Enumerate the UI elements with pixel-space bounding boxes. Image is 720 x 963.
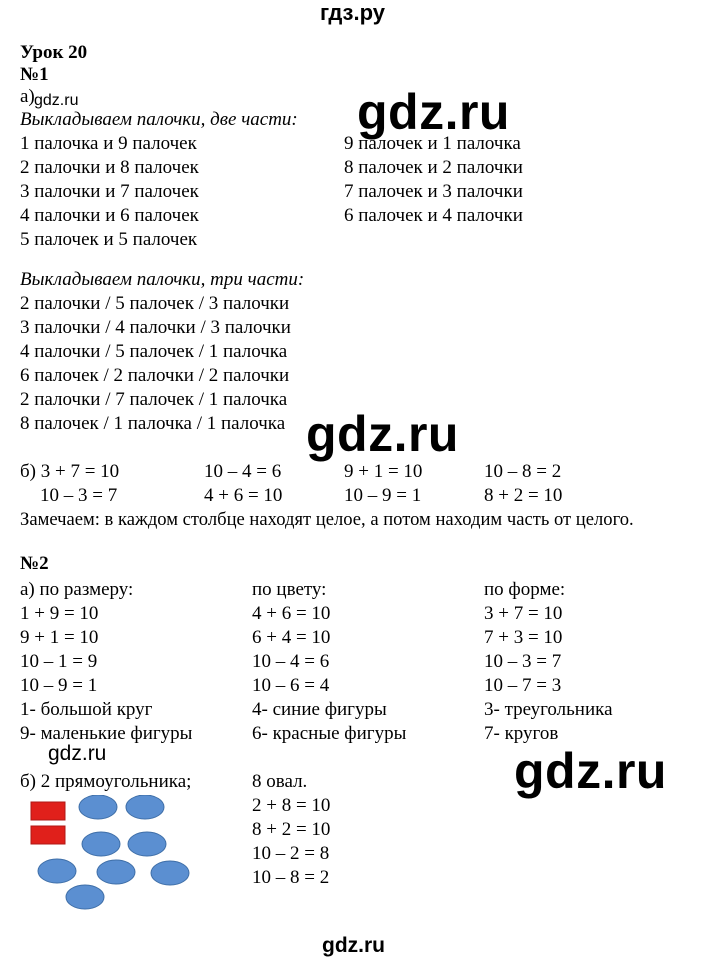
- task2-b-right-2: 2 + 8 = 10: [252, 795, 331, 816]
- task2-number: №2: [20, 553, 49, 574]
- blue-oval-7: [151, 861, 189, 885]
- two-parts-right-1: 9 палочек и 1 палочка: [344, 133, 521, 154]
- three-parts-heading: Выкладываем палочки, три части:: [20, 269, 305, 290]
- task2-col2-1: по цвету:: [252, 579, 327, 600]
- blue-oval-4: [128, 832, 166, 856]
- blue-oval-3: [82, 832, 120, 856]
- task2-col2-6: 4- синие фигуры: [252, 699, 387, 720]
- blue-oval-6: [97, 860, 135, 884]
- watermark-big-3: gdz.ru: [514, 743, 667, 799]
- task2-col2-4: 10 – 4 = 6: [252, 651, 330, 672]
- two-parts-left-1: 1 палочка и 9 палочек: [20, 133, 197, 154]
- task2-col1-1: а) по размеру:: [20, 579, 134, 600]
- task1-b-r1-c3: 9 + 1 = 10: [344, 461, 423, 482]
- task1-number: №1: [20, 64, 49, 85]
- task1-note: Замечаем: в каждом столбце находят целое, а потом находим часть от целого.: [20, 509, 634, 530]
- task1-b-r2-c2: 4 + 6 = 10: [204, 485, 283, 506]
- task2-b-label: б) 2 прямоугольника;: [20, 771, 192, 792]
- three-parts-1: 2 палочки / 5 палочек / 3 палочки: [20, 293, 290, 314]
- task2-col3-3: 7 + 3 = 10: [484, 627, 563, 648]
- two-parts-left-2: 2 палочки и 8 палочек: [20, 157, 199, 178]
- watermark-small: gdz.ru: [34, 92, 79, 109]
- task2-col1-2: 1 + 9 = 10: [20, 603, 99, 624]
- task2-b-right-5: 10 – 8 = 2: [252, 867, 330, 888]
- two-parts-right-3: 7 палочек и 3 палочки: [344, 181, 523, 202]
- task1-b-r1-c2: 10 – 4 = 6: [204, 461, 282, 482]
- task2-col2-7: 6- красные фигуры: [252, 723, 407, 744]
- site-footer: gdz.ru: [322, 934, 385, 957]
- task2-col1-4: 10 – 1 = 9: [20, 651, 98, 672]
- task2-b-right-3: 8 + 2 = 10: [252, 819, 331, 840]
- three-parts-4: 6 палочек / 2 палочки / 2 палочки: [20, 365, 290, 386]
- task2-col2-5: 10 – 6 = 4: [252, 675, 330, 696]
- lesson-title: Урок 20: [20, 42, 88, 63]
- red-rectangle-1: [31, 802, 65, 820]
- two-parts-left-3: 3 палочки и 7 палочек: [20, 181, 199, 202]
- two-parts-right-2: 8 палочек и 2 палочки: [344, 157, 523, 178]
- task2-col3-4: 10 – 3 = 7: [484, 651, 562, 672]
- blue-oval-5: [38, 859, 76, 883]
- three-parts-5: 2 палочки / 7 палочек / 1 палочка: [20, 389, 288, 410]
- task2-col1-3: 9 + 1 = 10: [20, 627, 99, 648]
- site-header: гдз.ру: [320, 0, 385, 25]
- three-parts-6: 8 палочек / 1 палочка / 1 палочка: [20, 413, 286, 434]
- task2-col2-2: 4 + 6 = 10: [252, 603, 331, 624]
- task2-col1-7: 9- маленькие фигуры: [20, 723, 193, 744]
- blue-oval-8: [66, 885, 104, 909]
- task2-b-right-1: 8 овал.: [252, 771, 308, 792]
- task2-col1-5: 10 – 9 = 1: [20, 675, 98, 696]
- task1-a-label: а): [20, 86, 35, 107]
- task2-col3-5: 10 – 7 = 3: [484, 675, 562, 696]
- blue-oval-1: [79, 795, 117, 819]
- red-rectangle-2: [31, 826, 65, 844]
- two-parts-left-4: 4 палочки и 6 палочек: [20, 205, 199, 226]
- task1-b-r2-c1: 10 – 3 = 7: [40, 485, 118, 506]
- three-parts-2: 3 палочки / 4 палочки / 3 палочки: [20, 317, 291, 338]
- shapes-figure: [26, 795, 201, 915]
- watermark-big-1: gdz.ru: [357, 84, 510, 140]
- task2-col3-6: 3- треугольника: [484, 699, 613, 720]
- task2-col3-7: 7- кругов: [484, 723, 559, 744]
- task2-b-right-4: 10 – 2 = 8: [252, 843, 330, 864]
- task1-b-r1-c1: б) 3 + 7 = 10: [20, 461, 120, 482]
- watermark-big-2: gdz.ru: [306, 406, 459, 462]
- task2-col3-2: 3 + 7 = 10: [484, 603, 563, 624]
- two-parts-heading: Выкладываем палочки, две части:: [20, 109, 298, 130]
- task1-b-r2-c4: 8 + 2 = 10: [484, 485, 563, 506]
- task2-col1-6: 1- большой круг: [20, 699, 153, 720]
- three-parts-3: 4 палочки / 5 палочек / 1 палочка: [20, 341, 288, 362]
- two-parts-right-4: 6 палочек и 4 палочки: [344, 205, 523, 226]
- blue-oval-2: [126, 795, 164, 819]
- task1-b-r1-c4: 10 – 8 = 2: [484, 461, 562, 482]
- task2-col3-1: по форме:: [484, 579, 566, 600]
- two-parts-left-5: 5 палочек и 5 палочек: [20, 229, 198, 250]
- watermark-mid: gdz.ru: [48, 742, 107, 765]
- task2-col2-3: 6 + 4 = 10: [252, 627, 331, 648]
- task1-b-r2-c3: 10 – 9 = 1: [344, 485, 422, 506]
